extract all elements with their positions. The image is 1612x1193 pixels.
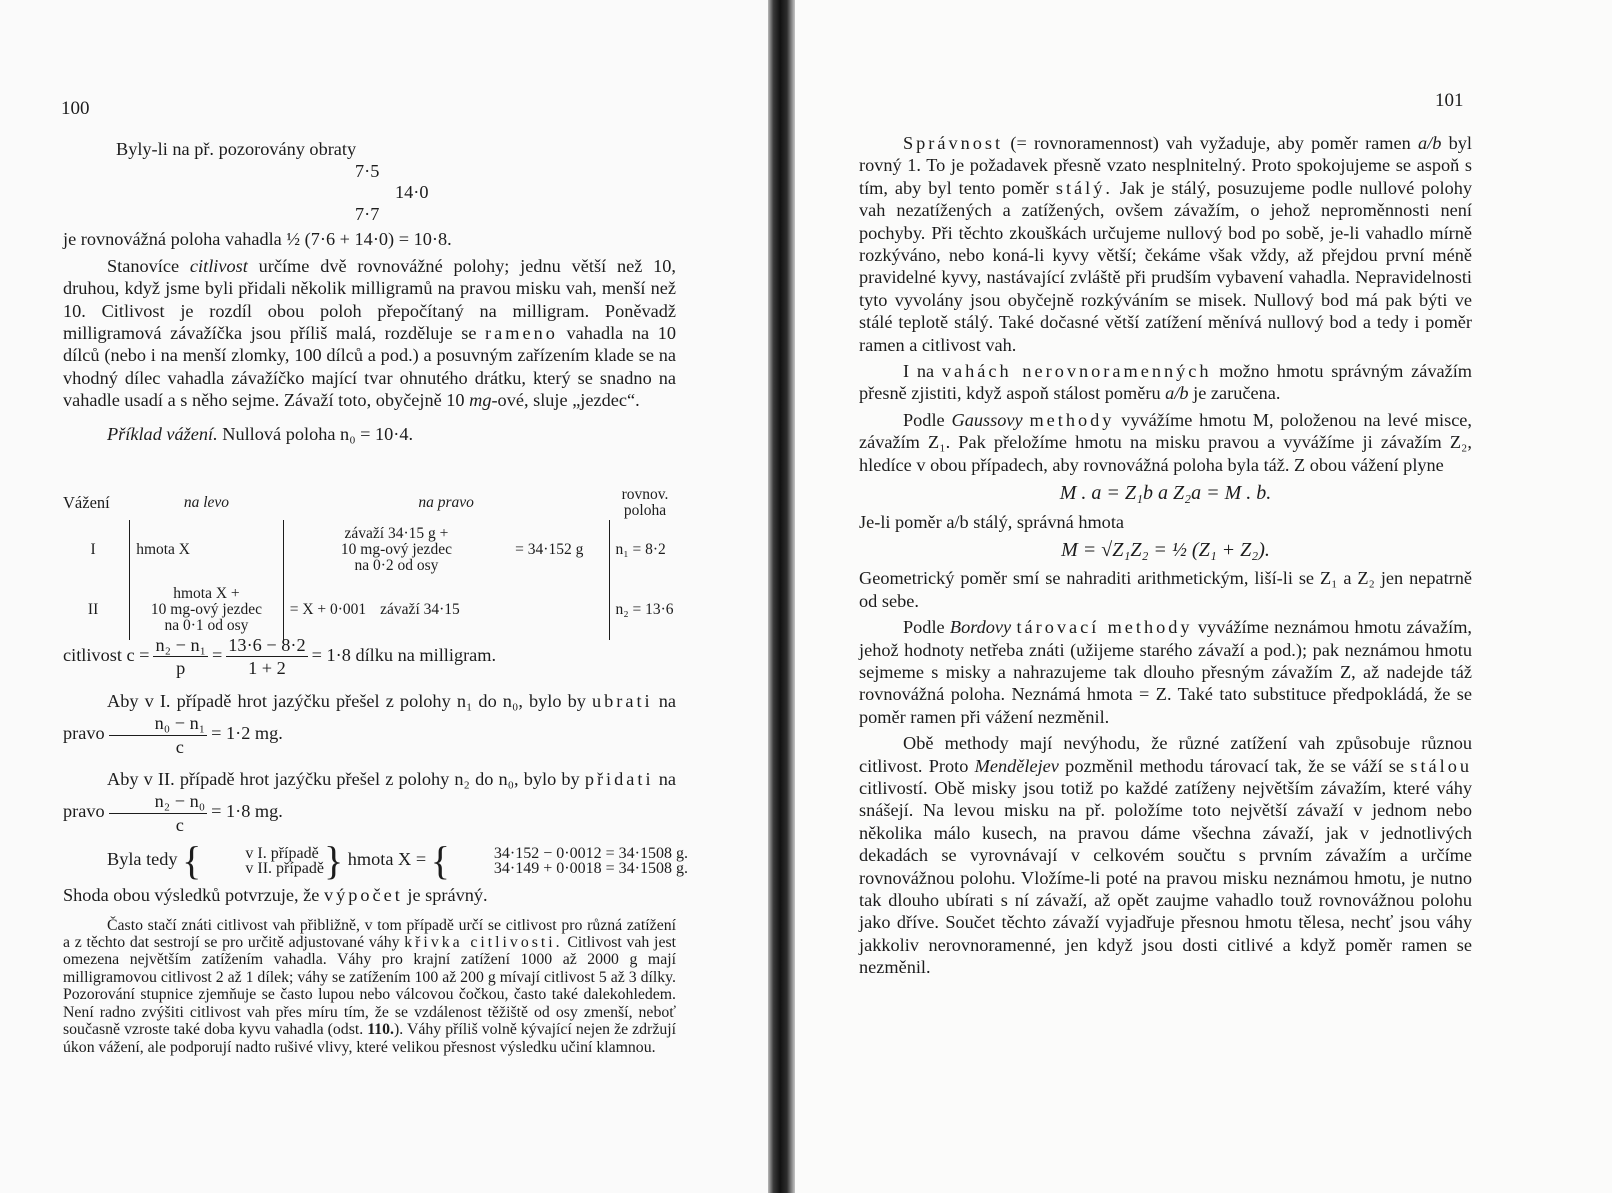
row1-sum: = 34·152 g	[515, 541, 584, 558]
pomer-line: Je-li poměr a/b stálý, správná hmota	[859, 511, 1125, 532]
equation-2: M = √Z₁Z₂ = ½ (Z₁ + Z₂).	[1061, 538, 1270, 561]
rameno-term: rameno	[485, 323, 558, 344]
priklad-line: Příklad vážení. Nullová poloha n₀ = 10·4.	[107, 423, 414, 444]
equation-1: M . a = Z₁b a Z₂a = M . b.	[1059, 482, 1272, 505]
obraty-column	[63, 160, 676, 228]
row1-levo: hmota X	[130, 520, 284, 580]
left-page	[0, 0, 768, 1193]
row1-poloha: n₁ = 8·2	[609, 520, 681, 580]
row2-levo: hmota X + 10 mg-ový jezdec na 0·1 od osy	[130, 580, 284, 640]
mendelejev-paragraph: Obě methody mají nevýhodu, že různé zatížení vah způsobuje různou citlivost. Proto Mendělejev pozměnil methodu tárovací tak, že se váží se stálou citlivostí. Obě misky jsou totiž po každé zatíženy největším závažím, které váhy snášejí. Na levou misku na př. položíme toto největší závaží v jednom nebo několika málo kusech, na pravou dáme všechna závaží, jak v jednotlivých dekadách se vyrovnávají v celkovém součtu s prvním závažím a určíme rovnovážnou polohu. Vložíme-li poté na pravou misku neznámou hmotu, je nutno tak dlouho ubírati s ní závaží, až opět zaujme vahadlo touž rovnovážnou polohu jako dříve. Součet těchto závaží vyjadřuje přesnou hmotu tělesa, nechť jsou váhy jakkoliv nerovnoramenné, jen když jsou dosti citlivé a když poměr ramen se nezměnil.	[859, 733, 1473, 978]
priklad-heading: Příklad vážení.	[107, 423, 218, 444]
obrat-2: 14·0	[395, 182, 429, 203]
table-header-row	[57, 486, 681, 520]
citlivost-term: citlivost	[189, 255, 248, 276]
byla-tedy: Byla tedy { v I. případě v II. případě } hmota X = { 34·152 − 0·0012 = 34·1508 g. 34·149 + 0·0018 = 34·1508 g.	[107, 838, 688, 884]
row2-poloha: n₂ = 13·6	[609, 580, 681, 640]
geometricky-paragraph: Geometrický poměr smí se nahraditi arithmetickým, liší-li se Z₁ a Z₂ jen nepatrně od sebe.	[859, 568, 1472, 611]
left-body-top	[63, 138, 676, 445]
shoda-line: Shoda obou výsledků potvrzuje, že výpočet je správný.	[63, 885, 488, 906]
header-levo: na levo	[183, 494, 230, 511]
section-ref: 110.	[367, 1021, 395, 1039]
row1-num: I	[90, 541, 96, 558]
left-body-middle	[63, 634, 688, 1056]
right-page	[795, 0, 1612, 1193]
small-print-paragraph: Často stačí znáti citlivost vah přibližně, v tom případě určí se citlivost pro různá zatížení a z těchto dat sestrojí se pro určitě adjustované váhy křivka citlivosti. Citlivost vah jest omezena největším zatížením vahadla. Váhy pro krajní zatížení 1000 až 2000 g mají milligramovou citlivost 2 až 1 dílek; váhy se zatížením 100 až 200 g mívají citlivost 5 až 3 dílky. Pozorování stupnice zjemňuje se často lupou nebo válcovou čočkou, často také dalekohledem. Není radno zvýšiti citlivost vah přes míru tím, že se vzdálenost těžiště od osy zmenší, neboť současně vzroste také doba kyvu vahadla (odst. 110.). Váhy příliš volně kývající nejen že zdržují úkon vážení, ale podporují nadto rušivé vlivy, které velikou přesnost výsledku učiní klamnou.	[63, 916, 677, 1056]
row2-num: II	[87, 601, 99, 618]
right-body	[859, 132, 1472, 979]
row1-pravo: závaží 34·15 g + 10 mg-ový jezdec na 0·2 od osy	[283, 520, 509, 580]
gauss-paragraph: Podle Gaussovy methody vyvážíme hmotu M, položenou na levé misce, závažím Z₁. Pak přeložíme hmotu na misku pravou a vyvážíme ji závažím Z₂, hledíce v obou případech, aby rovnovážná poloha byla táž. Z obou vážení plyne	[859, 409, 1472, 475]
intro-line: Byly-li na př. pozorovány obraty	[116, 139, 357, 159]
citlivost-paragraph: Stanovíce citlivost určíme dvě rovnovážné polohy; jednu větší než 10, druhou, když jsme byli přidali několik milligramů na pravou misku vah, menší než 10. Citlivost je rozdíl obou poloh přepočítaný na milligram. Poněvadž milligramová závažíčka jsou příliš malá, rozděluje se rameno vahadla na 10 dílců (nebo i na menší zlomky, 100 dílců a pod.) a posuvným zařízením klade se na vhodný dílec vahadla závažíčko mající tvar ohnutého drátku, který se snadno na vahadle usadí a s něho sejme. Závaží toto, obyčejně 10 mg-ové, sluje „jezdec“.	[63, 255, 676, 411]
obrat-1: 7·5	[355, 161, 380, 182]
header-pravo: na pravo	[418, 494, 474, 511]
nerovnoramenne-paragraph: I na vahách nerovnoramenných možno hmotu správným závažím přesně zjistiti, když aspoň stálost poměru a/b je zaručena.	[859, 361, 1472, 404]
book-gutter	[768, 0, 795, 1193]
table-row-2	[57, 580, 681, 640]
page-number-left: 100	[61, 98, 90, 119]
obrat-3: 7·7	[355, 204, 380, 225]
borda-paragraph: Podle Bordovy tárovací methody vyvážíme neznámou hmotu závažím, jehož hodnoty netřeba znáti (užijeme starého závaží a pod.); pak neznámou hmotu sejmeme s misky a nahrazujeme tak dlouho přesným závažím Z, až nadejde táž rovnovážná poloha. Neznámá hmota = Z. Také tato substituce předpokládá, že se poměr ramen při vážení nezměnil.	[859, 617, 1472, 727]
rovnovazna-line: je rovnovážná poloha vahadla ½ (7·6 + 14·0) = 10·8.	[63, 229, 452, 250]
citlivost-formula: citlivost c = $\frac{\text{n₂ − n₁}}{p}$ = $\frac{13\cdot 6 - 8\cdot 2}{1 + 2}$ = 1·8 dílku na milligram.	[63, 635, 497, 679]
weighing-table	[57, 486, 681, 640]
page-number-right: 101	[1435, 90, 1464, 111]
row2-sum-and-pravo: = X + 0·001 závaží 34·15	[283, 580, 509, 640]
spravnost-paragraph: Správnost (= rovnoramennost) vah vyžaduje, aby poměr ramen a/b byl rovný 1. To je požadavek přesně vzato nesplnitelný. Proto spokojujeme se aspoň s tím, aby byl tento poměr stálý. Jak je stálý, posuzujeme podle nullové polohy vah nezatížených a zatížených, ovšem závažím, o jehož neproměnnosti není pochyby. Při těchto zkouškách určujeme nullový bod po sobě, je-li vahadlo mírně rozkýváno, nebo koná-li kyvy větší; čekáme však vždy, až přejdou první méně pravidelné kyvy, nastávající zvláště při prudším vybavení vahadla. Nepravidelnosti tyto vyvolány jsou obyčejně rozkýváním se misek. Nullový bod má pak býti ve stálé teplotě stálý. Také dočasné větší zatížení měnívá nullový bod a tedy i poměr ramen a citlivost vah.	[859, 133, 1473, 355]
table-row-1	[57, 520, 681, 580]
header-rovnov: rovnov. poloha	[621, 486, 669, 519]
aby-2: Aby v II. případě hrot jazýčku přešel z polohy n₂ do n₀, bylo by přidati na pravo $\frac{\text{n₂ − n₀}}{c}$ = 1·8 mg.	[63, 769, 676, 835]
aby-1: Aby v I. případě hrot jazýčku přešel z polohy n₁ do n₀, bylo by ubrati na pravo $\frac{\text{n₀ − n₁}}{c}$ = 1·2 mg.	[63, 690, 677, 757]
header-vazeni: Vážení	[63, 493, 110, 512]
